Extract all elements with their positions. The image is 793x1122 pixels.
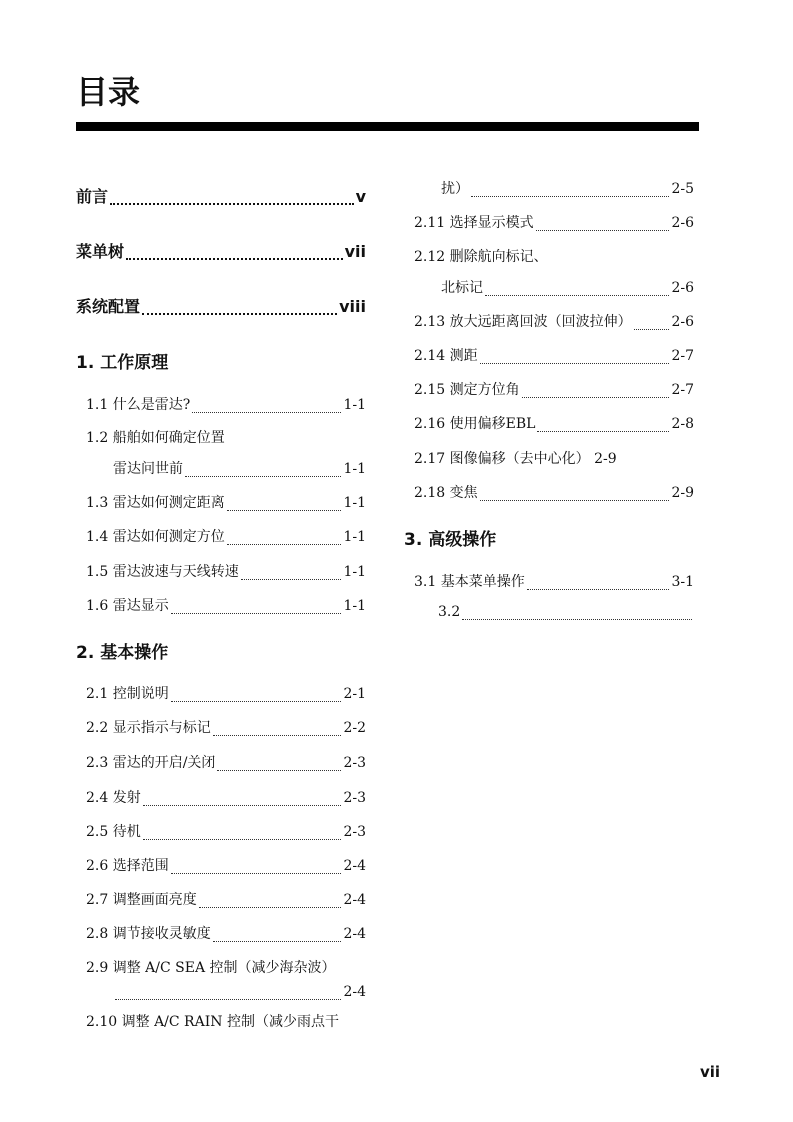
chapter-heading-2: 2. 基本操作 bbox=[76, 643, 169, 663]
leader-dots bbox=[171, 609, 342, 614]
toc-entry-system-config[interactable]: 系统配置 viii bbox=[76, 297, 366, 316]
toc-entry-preface[interactable]: 前言 v bbox=[76, 187, 366, 206]
toc-entry-2-9[interactable]: 2-4 bbox=[76, 982, 366, 1002]
leader-dots bbox=[143, 835, 342, 840]
page-title: 目录 bbox=[76, 73, 141, 111]
toc-entry-2-13[interactable]: 2.13 放大远距离回波（回波拉伸） 2-6 bbox=[414, 314, 694, 330]
toc-entry-2-7[interactable]: 2.7 调整画面亮度 2-4 bbox=[86, 892, 366, 908]
leader-dots bbox=[110, 199, 354, 205]
toc-entry-1-6[interactable]: 1.6 雷达显示 1-1 bbox=[86, 598, 366, 614]
leader-dots bbox=[527, 585, 670, 590]
title-rule bbox=[76, 122, 699, 131]
leader-dots bbox=[485, 291, 669, 296]
toc-entry-2-3[interactable]: 2.3 雷达的开启/关闭 2-3 bbox=[86, 755, 366, 771]
leader-dots bbox=[185, 472, 341, 477]
toc-entry-3-2[interactable]: 3.2 bbox=[404, 602, 694, 622]
toc-entry-2-4[interactable]: 2.4 发射 2-3 bbox=[86, 790, 366, 806]
leader-dots bbox=[227, 506, 342, 511]
leader-dots bbox=[142, 309, 337, 315]
toc-entry-2-18[interactable]: 2.18 变焦 2-9 bbox=[414, 485, 694, 501]
chapter-heading-3: 3. 高级操作 bbox=[404, 530, 497, 550]
toc-entry-1-4[interactable]: 1.4 雷达如何测定方位 1-1 bbox=[86, 529, 366, 545]
toc-entry-1-5[interactable]: 1.5 雷达波速与天线转速 1-1 bbox=[86, 564, 366, 580]
page-number: vii bbox=[699, 1063, 720, 1081]
leader-dots bbox=[126, 254, 343, 260]
toc-entry-menu-tree[interactable]: 菜单树 vii bbox=[76, 242, 366, 261]
leader-dots bbox=[480, 359, 670, 364]
leader-dots bbox=[522, 393, 670, 398]
leader-dots bbox=[171, 869, 342, 874]
toc-entry-1-3[interactable]: 1.3 雷达如何测定距离 1-1 bbox=[86, 495, 366, 511]
leader-dots bbox=[634, 325, 670, 330]
leader-dots bbox=[115, 995, 341, 1000]
toc-entry-3-1[interactable]: 3.1 基本菜单操作 3-1 bbox=[414, 574, 694, 590]
leader-dots bbox=[241, 575, 342, 580]
toc-entry-2-6[interactable]: 2.6 选择范围 2-4 bbox=[86, 858, 366, 874]
toc-entry-2-10-line1[interactable]: 2.10 调整 A/C RAIN 控制（减少雨点干 bbox=[86, 1014, 339, 1030]
leader-dots bbox=[471, 192, 669, 197]
toc-entry-2-12-line1[interactable]: 2.12 删除航向标记、 bbox=[414, 249, 548, 265]
toc-entry-1-2-line1[interactable]: 1.2 船舶如何确定位置 bbox=[86, 430, 225, 446]
leader-dots bbox=[199, 903, 342, 908]
toc-entry-2-15[interactable]: 2.15 测定方位角 2-7 bbox=[414, 382, 694, 398]
leader-dots bbox=[143, 801, 342, 806]
leader-dots bbox=[227, 540, 342, 545]
leader-dots bbox=[217, 766, 341, 771]
leader-dots bbox=[192, 408, 341, 413]
toc-entry-2-14[interactable]: 2.14 测距 2-7 bbox=[414, 348, 694, 364]
leader-dots bbox=[537, 427, 669, 432]
toc-entry-2-11[interactable]: 2.11 选择显示模式 2-6 bbox=[414, 215, 694, 231]
leader-dots bbox=[213, 731, 342, 736]
chapter-heading-1: 1. 工作原理 bbox=[76, 353, 169, 373]
toc-entry-2-16[interactable]: 2.16 使用偏移EBL 2-8 bbox=[414, 416, 694, 432]
leader-dots bbox=[480, 496, 670, 501]
toc-entry-1-1[interactable]: 1.1 什么是雷达? 1-1 bbox=[86, 397, 366, 413]
toc-entry-2-5[interactable]: 2.5 待机 2-3 bbox=[86, 824, 366, 840]
leader-dots bbox=[171, 697, 342, 702]
toc-entry-2-17[interactable]: 2.17 图像偏移（去中心化） 2-9 bbox=[414, 451, 617, 467]
toc-entry-2-8[interactable]: 2.8 调节接收灵敏度 2-4 bbox=[86, 926, 366, 942]
toc-entry-1-2[interactable]: 雷达问世前 1-1 bbox=[113, 461, 366, 477]
toc-entry-2-10[interactable]: 扰） 2-5 bbox=[441, 181, 694, 197]
toc-entry-2-12[interactable]: 北标记 2-6 bbox=[441, 280, 694, 296]
leader-dots bbox=[462, 615, 692, 620]
leader-dots bbox=[536, 226, 670, 231]
toc-entry-2-1[interactable]: 2.1 控制说明 2-1 bbox=[86, 686, 366, 702]
leader-dots bbox=[213, 937, 342, 942]
toc-entry-2-2[interactable]: 2.2 显示指示与标记 2-2 bbox=[86, 720, 366, 736]
toc-entry-2-9-line1[interactable]: 2.9 调整 A/C SEA 控制（减少海杂波） bbox=[86, 960, 336, 976]
